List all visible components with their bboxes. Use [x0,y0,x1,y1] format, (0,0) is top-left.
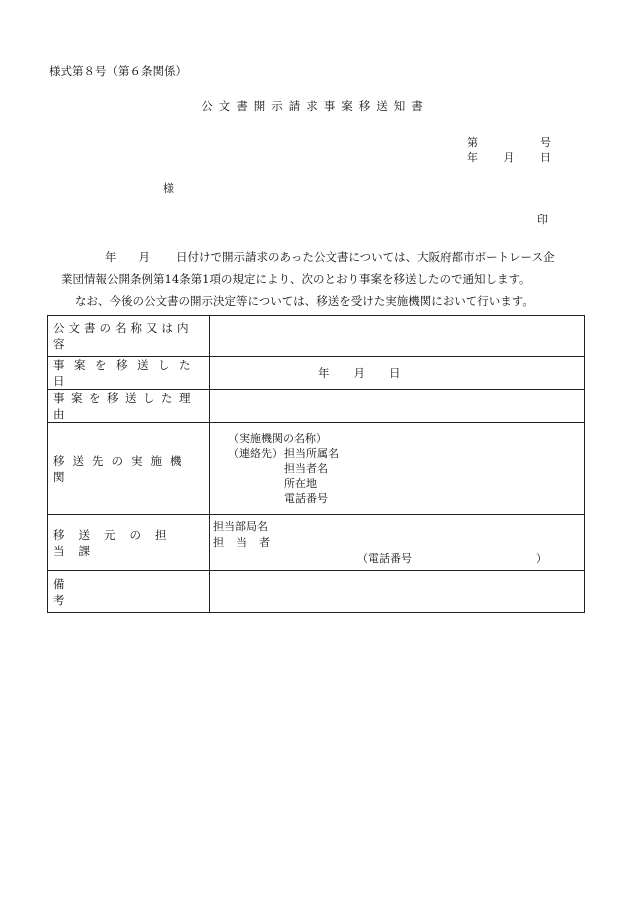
label-text: 備考 [53,576,189,607]
document-name-field [210,316,585,357]
issue-date-year: 年 [467,151,478,164]
document-number [467,135,551,150]
request-year: 年 [105,250,117,264]
form-number: 様式第８号（第６条関係） [49,64,187,78]
transfer-date-value [210,365,584,381]
number-prefix: 第 [467,136,478,149]
row-label-document-name [48,316,210,357]
remarks-field [210,571,585,613]
origin-section-field [210,515,585,571]
agency-name-label: （実施機関の名称） [228,432,327,445]
row-label-transfer-date [48,357,210,390]
request-month: 月 [138,250,150,264]
table-row [48,571,585,613]
row-label-origin-section [48,515,210,571]
notice-body [49,246,589,312]
issue-date-day: 日 [540,151,551,164]
notice-line-3: なお、今後の公文書の開示決定等については、移送を受けた実施機関において行います。 [75,294,534,308]
transfer-reason-field [210,390,585,423]
origin-dept-label: 担当部局名 [213,519,268,533]
row-label-remarks [48,571,210,613]
label-text: 事案を移送した理由 [53,391,197,421]
contact-dept-line [228,446,584,461]
label-text: 事案を移送した日 [53,358,200,388]
origin-phone-open: （電話番号 [357,551,412,565]
origin-section-details [210,517,584,569]
issue-date-month: 月 [503,151,515,164]
document-number-date [467,135,551,165]
label-text: 移送先の実施機関 [53,453,190,484]
table-row [48,390,585,423]
origin-phone-close: ） [536,551,547,565]
contact-address-label: 所在地 [284,477,317,490]
contact-person-label: 担当者名 [284,462,328,475]
origin-person-label: 担当者 [213,535,282,549]
table-row [48,515,585,571]
issue-date [467,150,551,165]
table-row [48,316,585,357]
contact-prefix: （連絡先） [228,447,283,460]
destination-agency-field [210,423,585,515]
notice-line-2: 業団情報公開条例第14条第1項の規定により、次のとおり事案を移送したので通知します。 [61,272,531,286]
label-text: 移送元の担当課 [53,527,181,558]
notice-line-1 [49,246,589,268]
seal-mark: 印 [537,213,548,226]
transfer-date-month: 月 [353,366,365,380]
number-suffix: 号 [540,136,551,149]
table-row [48,423,585,515]
row-label-destination-agency [48,423,210,515]
origin-phone-line [213,551,584,567]
agency-name-line [228,431,584,446]
destination-agency-details [210,428,584,509]
row-label-transfer-reason [48,390,210,423]
transfer-date-year: 年 [318,366,330,380]
transfer-details-table [47,315,585,613]
contact-dept-label: 担当所属名 [284,447,339,460]
label-text: 公文書の名称又は内容 [53,321,193,351]
document-title: 公文書開示請求事案移送知書 [201,99,429,113]
transfer-date-field [210,357,585,390]
addressee: 様 [163,182,174,195]
table-row [48,357,585,390]
notice-line-1-text: 日付けで開示請求のあった公文書については、大阪府都市ボートレース企 [176,250,555,264]
transfer-date-day: 日 [389,366,401,380]
contact-phone-label: 電話番号 [284,492,328,505]
